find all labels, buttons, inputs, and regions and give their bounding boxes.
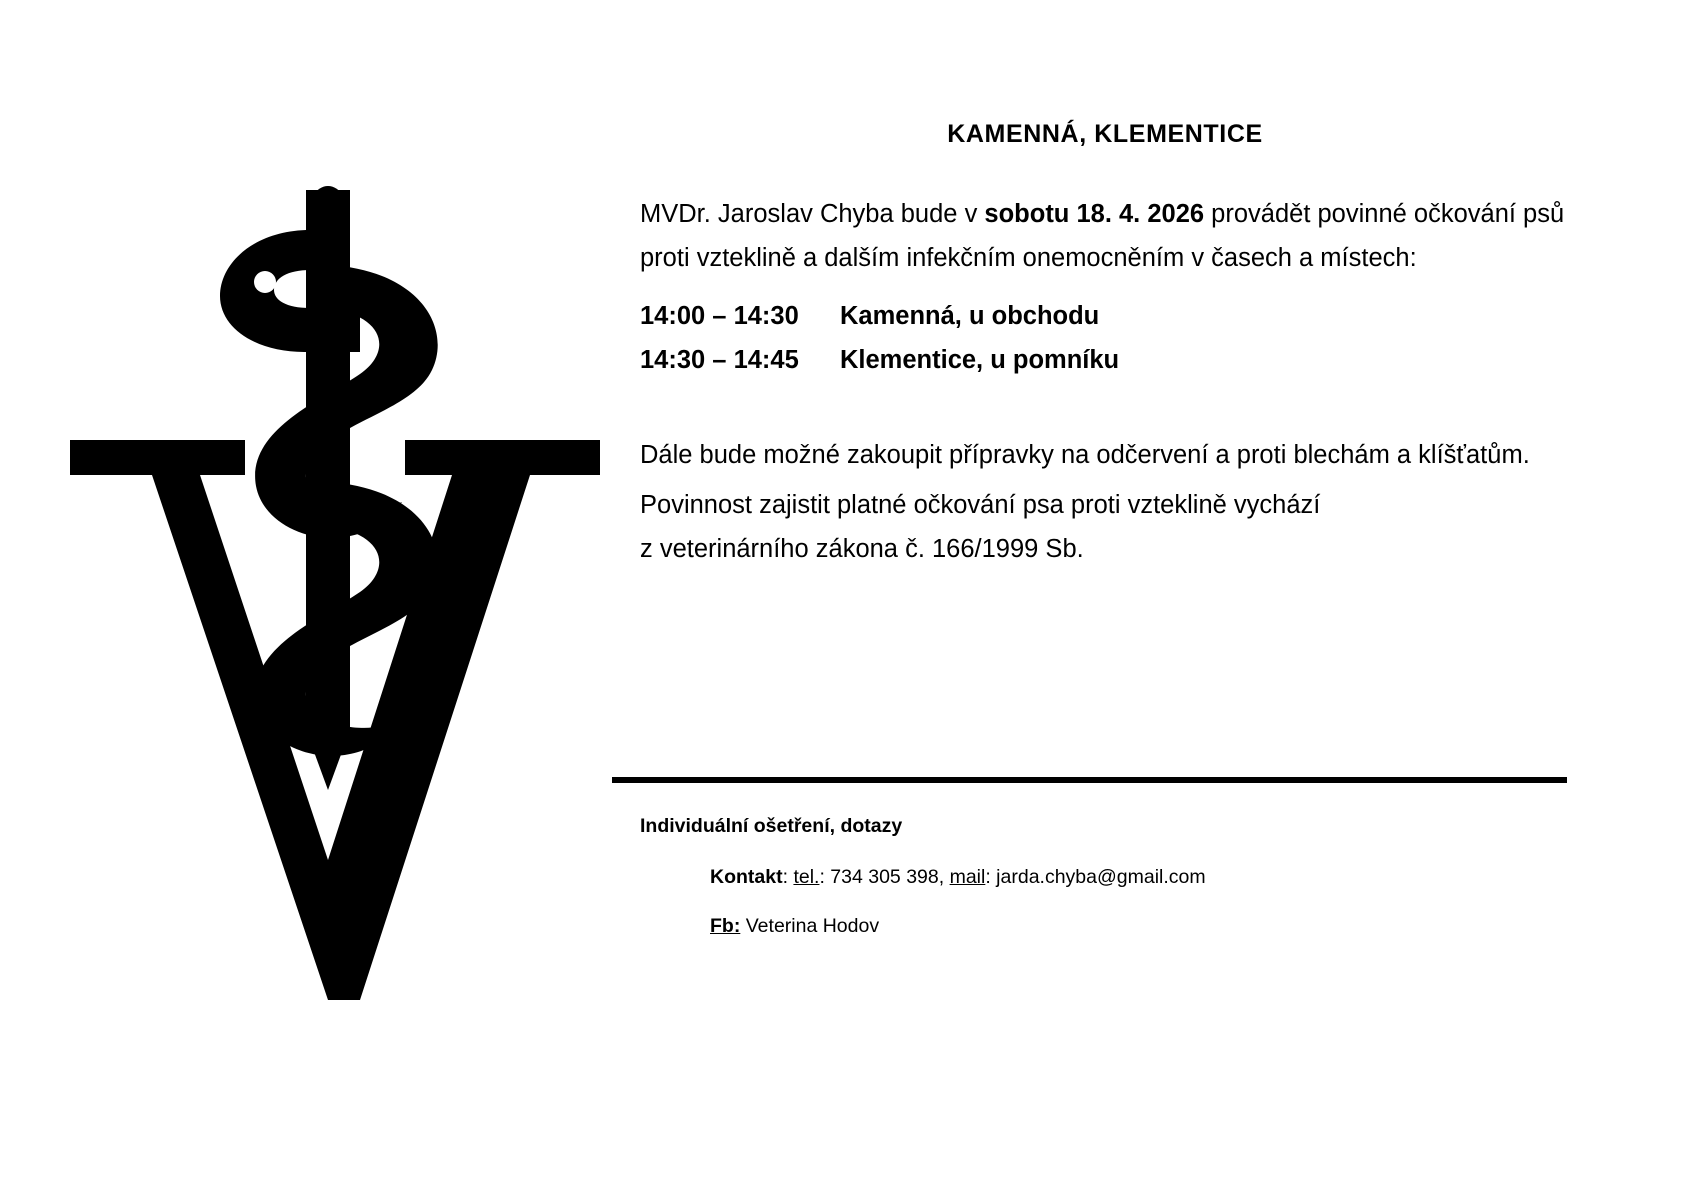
facebook-value: Veterina Hodov: [740, 915, 880, 937]
law-note-line1: Povinnost zajistit platné očkování psa proti vzteklině vychází: [640, 491, 1321, 520]
poster-content: [640, 120, 1570, 578]
spacer: [640, 382, 1570, 434]
page-title: KAMENNÁ, KLEMENTICE: [947, 120, 1263, 148]
schedule-time: 14:30 – 14:45: [640, 345, 799, 374]
contact-label: Kontakt: [710, 866, 783, 888]
intro-part1: MVDr. Jaroslav Chyba bude v: [640, 200, 985, 228]
contact-separator: :: [782, 866, 794, 888]
schedule-row: [640, 339, 1570, 383]
veterinary-logo: [60, 70, 620, 1070]
intro-part2: provádět povinné očkování psů proti vzteklině a dalším infekčním onemocněním v časech a místech:: [640, 200, 1565, 272]
tel-value: : 734 305 398,: [819, 866, 950, 888]
intro-paragraph: [640, 193, 1570, 281]
products-note: Dále bude možné zakoupit přípravky na odčervení a proti blechám a klíšťatům.: [640, 441, 1530, 470]
schedule-time: 14:00 – 14:30: [640, 301, 799, 330]
facebook-line: [640, 915, 1570, 938]
footer-title: Individuální ošetření, dotazy: [640, 815, 903, 837]
law-note-line2: z veterinárního zákona č. 166/1999 Sb.: [640, 535, 1084, 564]
tel-label: tel.: [793, 866, 820, 888]
facebook-label: Fb:: [710, 915, 741, 937]
divider: [612, 777, 1567, 783]
mail-value: : jarda.chyba@gmail.com: [985, 866, 1206, 888]
schedule-place: Kamenná, u obchodu: [840, 301, 1100, 330]
footer-block: [640, 815, 1570, 964]
intro-date: sobotu 18. 4. 2026: [984, 200, 1205, 228]
mail-label: mail: [949, 866, 986, 888]
contact-line: [640, 866, 1570, 889]
schedule-place: Klementice, u pomníku: [840, 345, 1120, 374]
schedule-list: [640, 295, 1570, 383]
schedule-row: [640, 295, 1570, 339]
